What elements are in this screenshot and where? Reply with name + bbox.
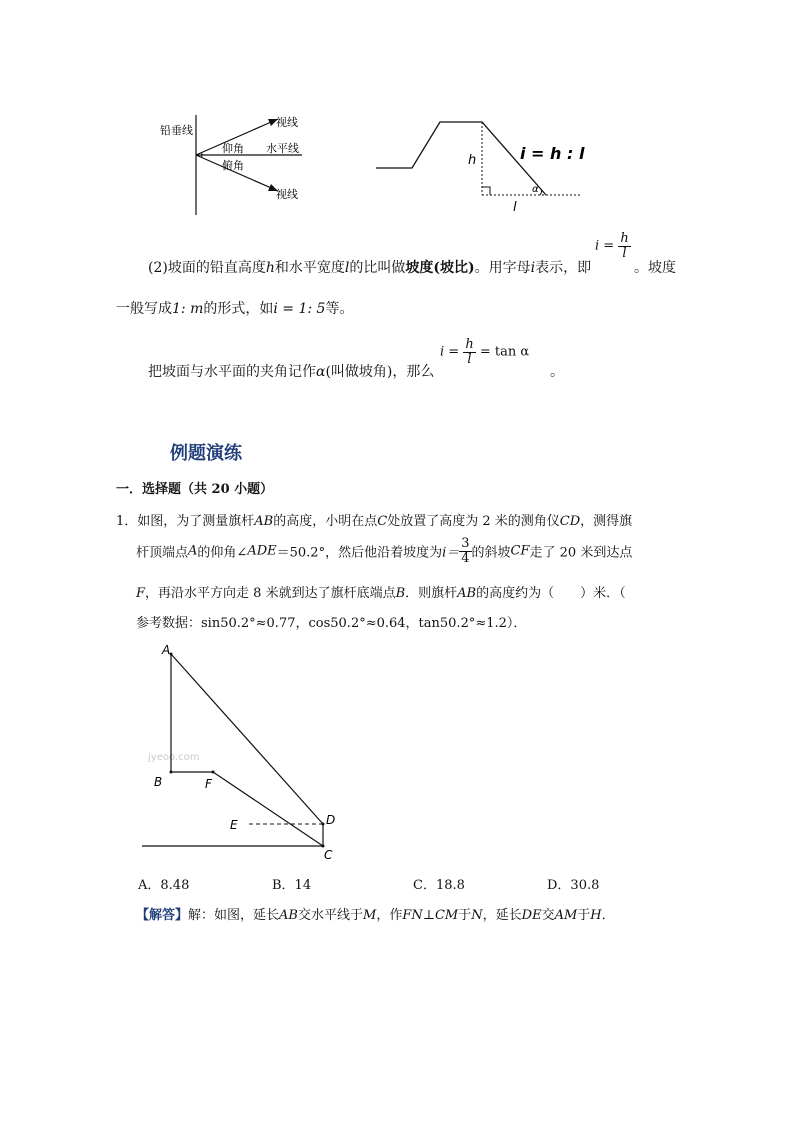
watermark: jyeoo.com — [148, 752, 200, 763]
depression-arc — [202, 155, 203, 157]
text: 的高度，小明在点 — [273, 514, 378, 529]
section-title: 例题演练 — [170, 443, 242, 464]
text: 1．如图，为了测量旗杆 — [116, 514, 255, 529]
var-alpha: α — [316, 364, 326, 380]
text: ，作 — [376, 908, 403, 923]
answer-line — [136, 904, 615, 923]
slope-equation — [595, 232, 631, 260]
height-label: h — [468, 153, 477, 168]
answer-tag: 【解答】 — [136, 908, 189, 923]
text: 。用字母 — [474, 260, 531, 276]
text: 于 — [458, 908, 472, 923]
text: ，测得旗 — [580, 514, 633, 529]
text: 的仰角∠ — [197, 545, 248, 561]
tan-equation — [440, 338, 529, 366]
right-angle-mark — [482, 187, 490, 195]
var: ADE — [247, 543, 277, 559]
var: H — [590, 908, 602, 923]
numerator: h — [620, 231, 629, 246]
option-d[interactable]: D．30.8 — [547, 878, 600, 893]
var-i: i＝ — [442, 545, 460, 561]
text: (叫做坡角)，那么 — [325, 364, 435, 380]
slope-definition-line1 — [148, 257, 591, 277]
question-figure — [138, 640, 348, 865]
eq-lhs: i = — [595, 238, 615, 254]
sight-line-bottom-label: 视线 — [276, 188, 298, 201]
text: 杆顶端点 — [136, 545, 189, 561]
denominator: 4 — [461, 550, 470, 566]
text: 一般写成 — [116, 301, 172, 317]
var-h: h — [265, 260, 275, 276]
text: 表示，即 — [535, 260, 592, 276]
question-line3 — [136, 582, 626, 601]
eq-lhs: i = — [440, 344, 460, 360]
text: 走了 20 米到达点 — [529, 545, 633, 561]
var: CM — [434, 908, 459, 923]
h-over-l-fraction — [618, 232, 630, 260]
alpha-label: α — [532, 184, 539, 195]
slope-example: i = 1: 5 — [273, 301, 326, 317]
slope-definition-line2 — [116, 298, 353, 318]
text: 交水平线于 — [297, 908, 363, 923]
var: B — [395, 586, 406, 601]
slope-form: 1: m — [172, 301, 204, 317]
text: ，延长 — [482, 908, 522, 923]
var: AM — [554, 908, 578, 923]
var: AB — [457, 586, 477, 601]
label-F: F — [205, 777, 212, 791]
var: AB — [254, 514, 274, 529]
denominator: l — [622, 245, 627, 261]
text: 的比叫做 — [349, 260, 406, 276]
numerator: h — [465, 337, 474, 352]
slope-angle-arc — [540, 190, 542, 196]
elevation-arc — [202, 153, 203, 155]
text: 的形式，如 — [203, 301, 274, 317]
text: 交 — [541, 908, 555, 923]
text: ⊥ — [422, 908, 435, 923]
slope-figure — [370, 110, 585, 215]
option-a[interactable]: A．8.48 — [138, 878, 190, 893]
three-quarter-fraction — [459, 537, 471, 565]
term-slope-ratio: 坡度(坡比) — [405, 260, 475, 276]
point-B — [170, 771, 173, 774]
slope-angle-line — [148, 361, 434, 381]
part-title: 一．选择题（共 20 小题） — [116, 482, 274, 497]
text: 和水平宽度 — [274, 260, 345, 276]
text: 。 — [550, 364, 564, 380]
vertical-line-label: 铅垂线 — [160, 124, 193, 137]
var: M — [363, 908, 377, 923]
point-D — [322, 823, 325, 826]
label-C: C — [324, 848, 333, 862]
var: DE — [521, 908, 542, 923]
h-over-l-fraction — [463, 338, 475, 366]
question-line4: 参考数据：sin50.2°≈0.77，cos50.2°≈0.64，tan50.2°≈1.2）． — [136, 616, 527, 631]
slope-formula: i = h : l — [520, 144, 585, 163]
text: 于 — [577, 908, 591, 923]
sight-line-AD — [171, 654, 323, 824]
denominator: l — [467, 351, 472, 367]
numerator: 3 — [461, 536, 470, 551]
text: (2)坡面的铅直高度 — [148, 260, 266, 276]
text: 的高度约为（ ）米．（ — [476, 586, 626, 601]
label-D: D — [326, 813, 336, 827]
option-b[interactable]: B．14 — [272, 878, 312, 893]
var: C — [377, 514, 388, 529]
text: 把坡面与水平面的夹角记作 — [148, 364, 316, 380]
var: N — [471, 908, 483, 923]
var: FN — [402, 908, 423, 923]
var-l: l — [344, 260, 350, 276]
label-B: B — [154, 775, 163, 789]
question-line2 — [136, 537, 632, 565]
text: ，再沿水平方向走 8 米就到达了旗杆底端点 — [145, 586, 396, 601]
sight-line-top-label: 视线 — [276, 116, 298, 129]
horizontal-line-label: 水平线 — [266, 142, 299, 155]
var: CF — [510, 543, 530, 559]
var-i: i — [530, 260, 536, 276]
text: 等。 — [325, 301, 354, 317]
text: 。坡度 — [634, 260, 676, 276]
point-F — [212, 771, 215, 774]
var: F — [136, 586, 146, 601]
label-E: E — [230, 818, 238, 832]
option-c[interactable]: C．18.8 — [413, 878, 465, 893]
label-A: A — [162, 643, 171, 657]
var: CD — [559, 514, 581, 529]
text: ＝50.2°，然后他沿着坡度为 — [276, 545, 443, 561]
elevation-label: 仰角 — [222, 142, 244, 155]
text: 解：如图，延长 — [188, 908, 280, 923]
var: AB — [279, 908, 298, 923]
eq-rhs: = tan α — [479, 344, 530, 360]
text: ． — [601, 908, 615, 923]
width-label: l — [513, 200, 517, 215]
text: ．则旗杆 — [405, 586, 458, 601]
text: 的斜坡 — [471, 545, 511, 561]
var: A — [188, 543, 198, 559]
angle-of-elevation-figure — [150, 105, 320, 217]
question-line1 — [116, 510, 632, 529]
text: 处放置了高度为 2 米的测角仪 — [387, 514, 560, 529]
slope-FC — [213, 772, 323, 846]
depression-label: 俯角 — [222, 159, 244, 172]
